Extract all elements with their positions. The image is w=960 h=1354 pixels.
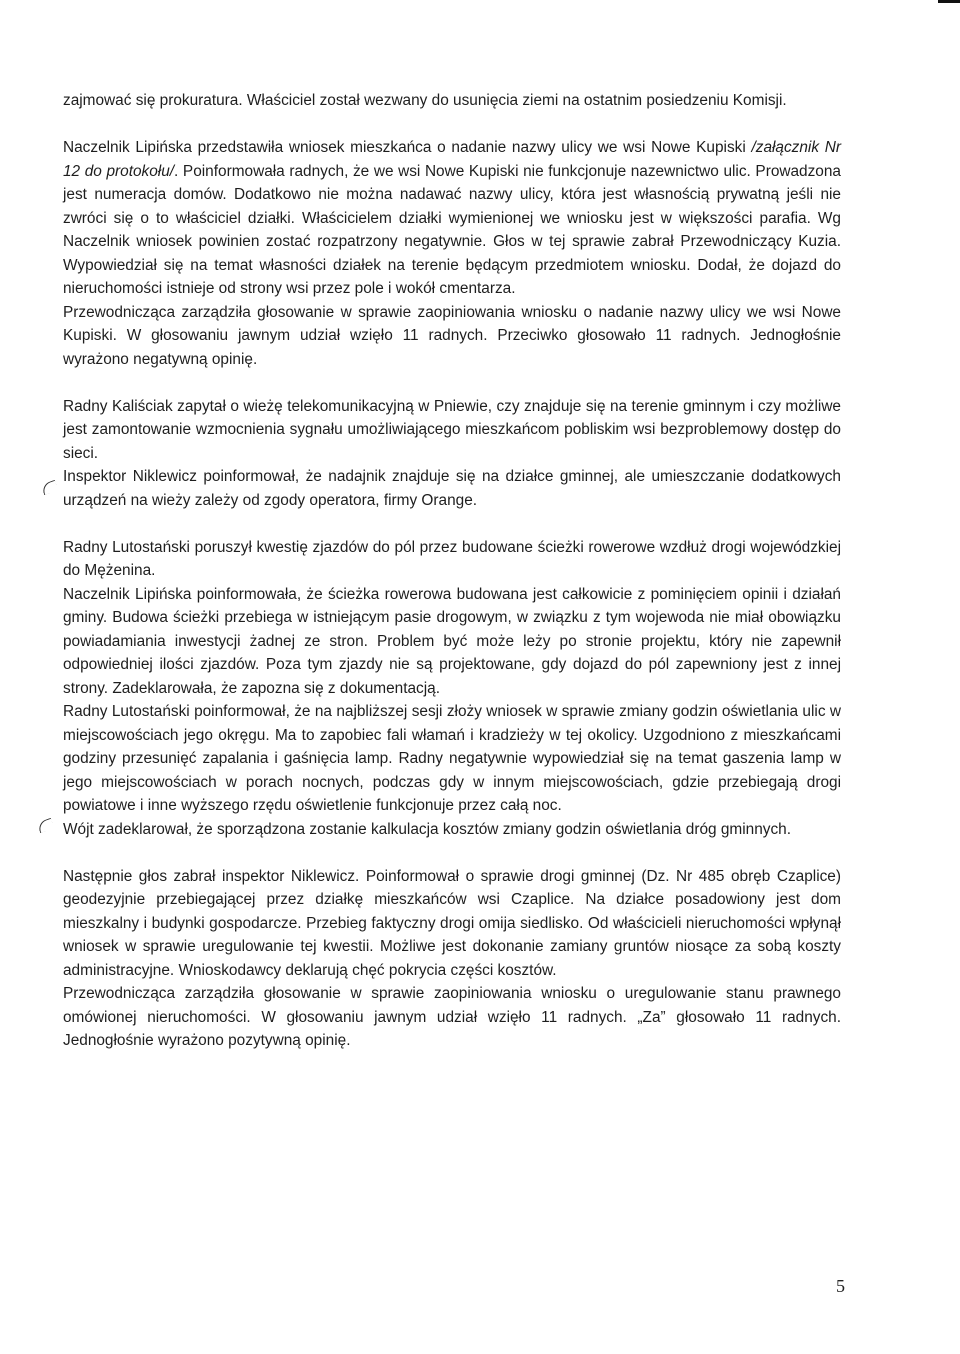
page-number: 5 — [836, 1276, 845, 1296]
paragraph: Radny Kaliściak zapytał o wieżę telekomunikacyjną w Pniewie, czy znajduje się na terenie gminnym i czy możliwe jest zamontowanie wzmocnienia sygnału umożliwiającego mieszkańcom pobliskim wsi bezproblemowy dostęp do sieci. — [63, 397, 841, 462]
paragraph-text: Naczelnik Lipińska przedstawiła wniosek mieszkańca o nadanie nazwy ulicy we wsi Nowe Kupiski — [63, 139, 752, 156]
paragraph: Następnie głos zabrał inspektor Niklewicz. Poinformował o sprawie drogi gminnej (Dz. Nr 485 obręb Czaplice) geodezyjnie przebiegającej przez działkę mieszkańców wsi Czaplice. Na działce posadowiony jest dom mieszkalny i budynki gospodarcze. Przebieg faktyczny drogi omija siedlisko. Od właścicieli nieruchomości wpłynął wniosek w sprawie uregulowanie tej kwestii. Możliwe jest dokonanie zamiany gruntów niosące za sobą koszty administracyjne. Wnioskodawcy deklarują chęć pokrycia części kosztów. — [63, 867, 841, 979]
paragraph: Radny Lutostański poinformował, że na najbliższej sesji złoży wniosek w sprawie zmiany godzin oświetlania ulic w miejscowościach jego okręgu. Ma to zapobiec fali włamań i kradzieży w tej okolicy. Uzgodniono z mieszkańcami godziny przesunięć zapalania i gaśnięcia lamp. Radny negatywnie wypowiedział się na temat gaszenia lamp w jego miejscowościach w porach nocnych, podczas gdy w innym miejscowościach, gdzie przebiegają drogi powiatowe i inne wyższego rzędu oświetlenie funkcjonuje przez całą noc. — [63, 703, 841, 814]
paragraph: Naczelnik Lipińska poinformowała, że ścieżka rowerowa budowana jest całkowicie z pominięciem opinii i działań gminy. Budowa ścieżki przebiega w istniejącym pasie drogowym, w związku z tym wojewoda nie miał obowiązku powiadamiania inwestycji żadnej ze stron. Problem być może leży po stronie projektu, który nie zapewnił odpowiedniej ilości zjazdów. Poza tym zjazdy nie są projektowane, gdy dojazd do pól zapewniony jest z innej strony. Zadeklarowała, że zapozna się z dokumentacją. — [63, 585, 841, 697]
document-body — [63, 89, 841, 1053]
paragraph-text: . Poinformowała radnych, że we wsi Nowe Kupiski nie funkcjonuje nazewnictwo ulic. Prowadzona jest numeracja domów. Dodatkowo nie można nadawać nazwy ulicy, która jest własnością prywatną jeśli nie zwróci się o to właściciel działki. Właścicielem działki wymienionej we wniosku jest w większości parafia. Wg Naczelnik wniosek powinien zostać rozpatrzony negatywnie. Głos w tej sprawie zabrał Przewodniczący Kuzia. Wypowiedział się na temat własności działek na terenie będącym przedmiotem wniosku. Dodał, że dojazd do nieruchomości istnieje od strony wsi przez pole i wokół cmentarza. — [63, 162, 841, 297]
paragraph: Radny Lutostański poruszył kwestię zjazdów do pól przez budowane ścieżki rowerowe wzdłuż drogi wojewódzkiej do Mężenina. — [63, 538, 841, 579]
margin-pencil-mark — [41, 480, 59, 495]
scan-corner-mark — [938, 0, 960, 3]
paragraph — [63, 136, 841, 301]
attachment-reference: /załącznik Nr 12 do protokołu/ — [63, 139, 841, 180]
paragraph: Wójt zadeklarował, że sporządzona zostanie kalkulacja kosztów zmiany godzin oświetlania dróg gminnych. — [63, 820, 791, 838]
margin-pencil-mark — [37, 818, 55, 833]
paragraph: Inspektor Niklewicz poinformował, że nadajnik znajduje się na działce gminnej, ale umieszczanie dodatkowych urządzeń na wieży zależy od zgody operatora, firmy Orange. — [63, 468, 841, 509]
paragraph: zajmować się prokuratura. Właściciel został wezwany do usunięcia ziemi na ostatnim posiedzeniu Komisji. — [63, 92, 787, 109]
paragraph: Przewodnicząca zarządziła głosowanie w sprawie zaopiniowania wniosku o nadanie nazwy ulicy we wsi Nowe Kupiski. W głosowaniu jawnym udział wzięło 11 radnych. Przeciwko głosowało 11 radnych. Jednogłośnie wyrażono negatywną opinię. — [63, 303, 841, 368]
paragraph: Przewodnicząca zarządziła głosowanie w sprawie zaopiniowania wniosku o uregulowanie stanu prawnego omówionej nieruchomości. W głosowaniu jawnym udział wzięło 11 radnych. „Za” głosowało 11 radnych. Jednogłośnie wyrażono pozytywną opinię. — [63, 985, 841, 1049]
